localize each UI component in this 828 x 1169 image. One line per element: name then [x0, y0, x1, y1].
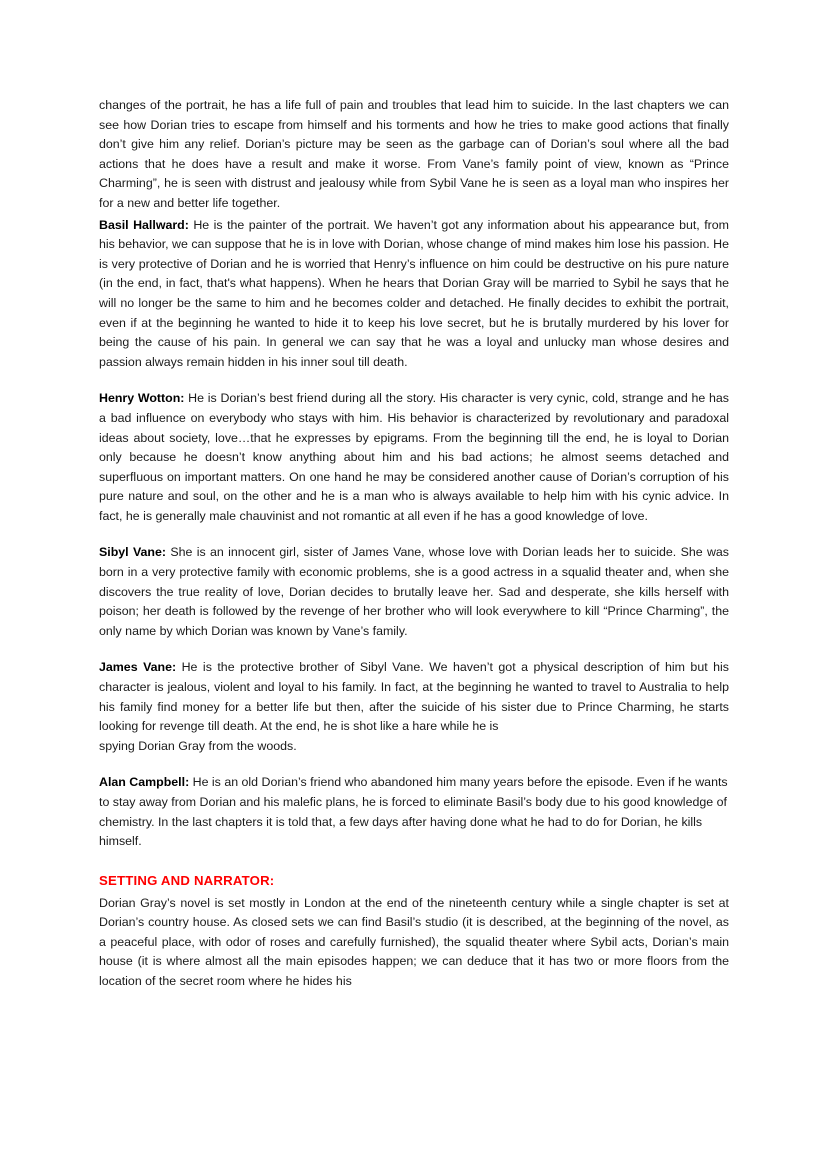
paragraph-james-vane [99, 658, 729, 736]
paragraph-james-vane-tail [99, 737, 729, 757]
spacer [99, 641, 729, 658]
character-name-james: James Vane: [99, 660, 177, 675]
paragraph-text: He is the painter of the portrait. We haven’t got any information about his appearance but, from his behavior, we can suppose that he is in love with Dorian, whose change of mind makes him lose his passion. He is very protective of Dorian and he is worried that Henry’s influence on him could be destructive on his pure nature (in the end, in fact, that's what happens). When he hears that Dorian Gray will be married to Sybil he says that he will no longer be the same to him and he becomes colder and detached. He finally decides to exhibit the portrait, even if at the beginning he wanted to hide it to keep his love secret, but he is brutally murdered by his lover for being the cause of his pain. In general we can say that he was a loyal and unlucky man whose desires and passion always remain hidden in his inner soul till death. [99, 217, 730, 369]
section-heading-setting-and-narrator: SETTING AND NARRATOR: [99, 872, 275, 888]
paragraph-text: spying Dorian Gray from the woods. [99, 738, 297, 753]
character-name-henry: Henry Wotton: [99, 391, 185, 406]
paragraph-text: He is the protective brother of Sibyl Vane. We haven’t got a physical description of him but his character is jealous, violent and loyal to his family. In fact, at the beginning he wanted to travel to Australia to help his family find money for a better life but then, after the suicide of his sister due to Prince Charming, he starts looking for revenge till death. At the end, he is shot like a hare while he is [99, 660, 729, 734]
paragraph-henry-wotton [99, 389, 729, 526]
paragraph-alan-campbell [99, 773, 729, 851]
paragraph-text: changes of the portrait, he has a life full of pain and troubles that lead him to suicide. In the last chapters we can see how Dorian tries to escape from himself and his torments and how he tries to make good actions that finally don’t give him any relief. Dorian’s picture may be seen as the garbage can of Dorian’s soul where all the bad actions that he does have a result and make it worse. From Vane’s family point of view, known as “Prince Charming”, he is seen with distrust and jealousy while from Sybil Vane he is seen as a loyal man who inspires her for a new and better life together. [99, 98, 729, 210]
spacer [99, 756, 729, 773]
paragraph-setting-narrator: Dorian Gray’s novel is set mostly in London at the end of the nineteenth century while a single chapter is set at Dorian’s country house. As closed sets we can find Basil’s studio (it is described, at the beginning of the novel, as a peaceful place, with odor of roses and carefully furnished), the squalid theater where Sybil acts, Dorian’s main house (it is where almost all the main episodes happen; we can deduce that it has two or more floors from the location of the secret room where he hides his [99, 895, 729, 989]
character-name-sibyl: Sibyl Vane: [99, 545, 167, 560]
character-name-alan: Alan Campbell: [99, 775, 190, 790]
paragraph-basil-hallward [99, 216, 729, 373]
paragraph-dorian-continued [99, 96, 729, 214]
paragraph-text: He is Dorian’s best friend during all the story. His character is very cynic, cold, strange and he has a bad influence on everybody who stays with him. His behavior is characterized by revolutionary and paradoxal ideas about society, love…that he expresses by epigrams. From the beginning till the end, he is loyal to Dorian only because he doesn’t know anything about him and his bad actions; he almost seems detached and superfluous on important matters. On one hand he may be considered another cause of Dorian’s corruption of his pure nature and soul, on the other and he is a man who is always available to help him with his cynic advice. In fact, he is generally male chauvinist and not romantic at all even if he has a good knowledge of love. [99, 391, 730, 523]
spacer [99, 372, 729, 389]
spacer [99, 526, 729, 543]
character-name-basil: Basil Hallward: [99, 217, 189, 232]
paragraph-sibyl-vane [99, 543, 729, 641]
paragraph-text: He is an old Dorian’s friend who abandoned him many years before the episode. Even if he wants to stay away from Dorian and his malefic plans, he is forced to eliminate Basil’s body due to his good knowledge of chemistry. In the last chapters it is told that, a few days after having done what he had to do for Dorian, he kills himself. [99, 775, 728, 849]
spacer [99, 852, 729, 869]
paragraph-text: She is an innocent girl, sister of James Vane, whose love with Dorian leads her to suicide. She was born in a very protective family with economic problems, she is a good actress in a squalid theater and, when she discovers the true reality of love, Dorian decides to brutally leave her. Sad and desperate, she kills herself with poison; her death is followed by the revenge of her brother who will look everywhere to kill “Prince Charming”, the only name by which Dorian was known by Vane’s family. [99, 545, 729, 638]
document-body [99, 96, 729, 992]
